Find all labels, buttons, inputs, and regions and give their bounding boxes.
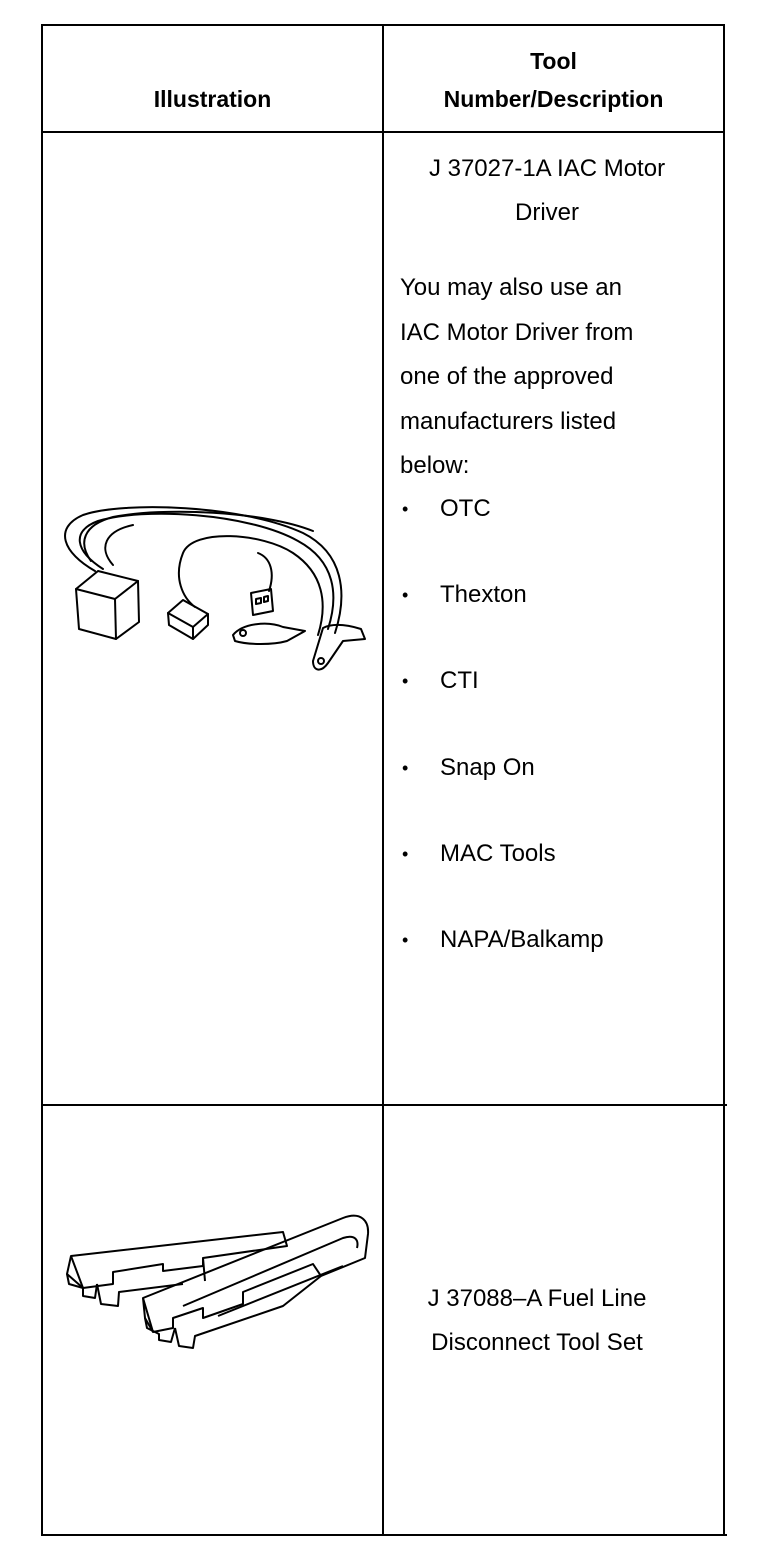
table-border-bottom (41, 1534, 727, 1536)
table-border-right (723, 24, 725, 1536)
bullet-icon: • (402, 671, 409, 692)
note-line: below: (400, 452, 470, 479)
iac-title-line-2: Driver (515, 199, 579, 226)
bullet-icon: • (402, 585, 409, 606)
note-line: IAC Motor Driver from (400, 318, 634, 346)
header-illustration (43, 80, 382, 118)
iac-title-line-1: J 37027-1A IAC Motor (428, 155, 666, 182)
header-number-description-label: Number/Description (443, 86, 664, 112)
manufacturer-item: • Thexton (402, 581, 527, 609)
row-fuel-line-tool-description (384, 1106, 723, 1534)
header-illustration-label: Illustration (153, 86, 272, 112)
note-line: manufacturers listed (400, 407, 617, 435)
iac-motor-driver-harness-icon (43, 133, 382, 1104)
bullet-icon: • (402, 929, 409, 950)
fuel-line-disconnect-tool-icon (43, 1106, 382, 1534)
manufacturer-item: • CTI (402, 667, 479, 695)
fuel-title-line-2: Disconnect Tool Set (431, 1329, 643, 1356)
bullet-icon: • (402, 499, 409, 519)
manufacturer-item: • Snap On (402, 753, 535, 781)
row-iac-motor-driver-description (384, 133, 723, 1104)
header-tool-label: Tool (530, 48, 577, 74)
manufacturer-item: • OTC (402, 495, 491, 522)
iac-motor-driver-title (384, 147, 710, 235)
bullet-icon: • (402, 757, 409, 778)
row-iac-motor-driver-illustration (43, 133, 382, 1104)
row-fuel-line-tool-illustration (43, 1106, 382, 1534)
manufacturer-item: • NAPA/Balkamp (402, 925, 604, 953)
fuel-line-tool-title (384, 1277, 690, 1365)
manufacturer-item: • MAC Tools (402, 839, 556, 867)
note-line: You may also use an (400, 274, 622, 301)
bullet-icon: • (402, 843, 409, 864)
manufacturer-list (400, 495, 720, 1012)
header-tool-description (384, 42, 723, 118)
note-line: one of the approved (400, 363, 614, 390)
iac-motor-driver-note (400, 266, 720, 489)
fuel-title-line-1: J 37088–A Fuel Line (427, 1285, 647, 1312)
